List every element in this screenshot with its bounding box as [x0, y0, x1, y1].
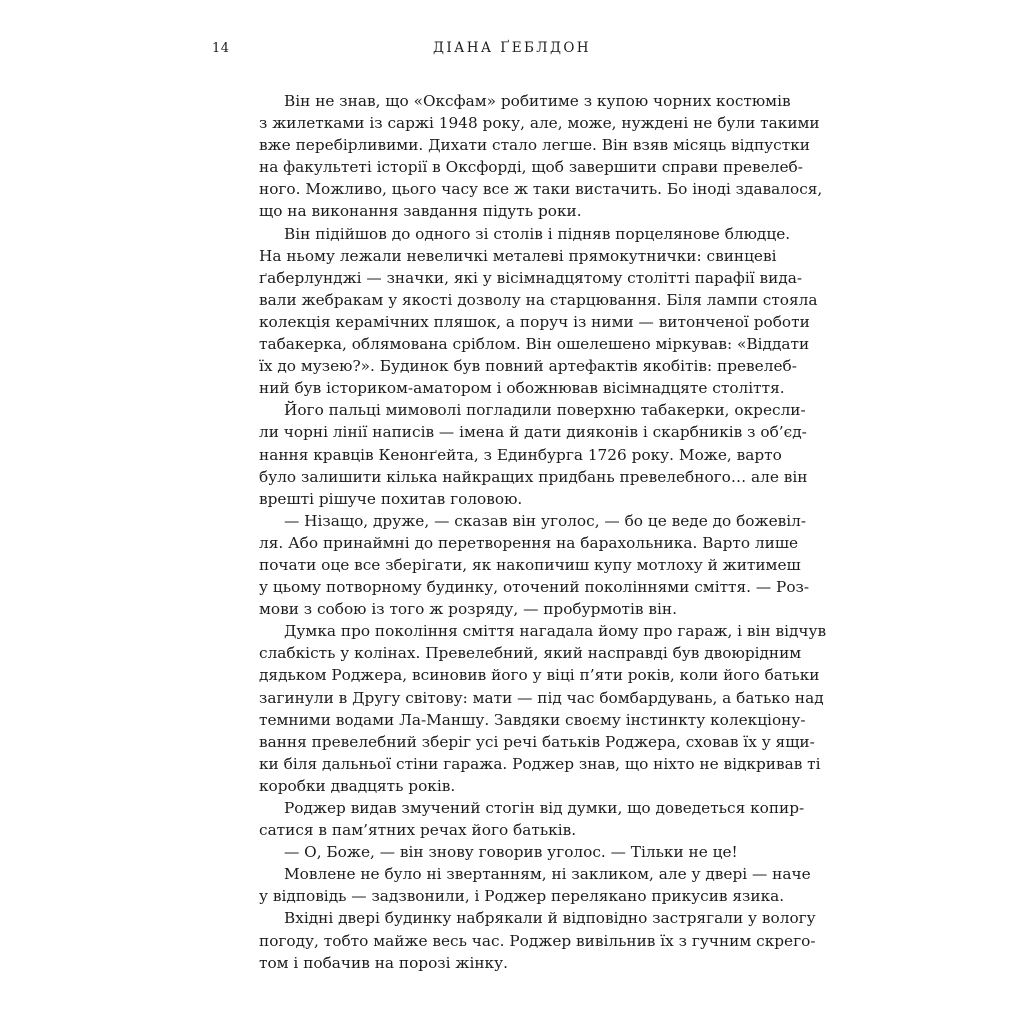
text-line: Вхідні двері будинку набрякали й відповідно застрягали у вологу: [284, 909, 816, 928]
text-line: коробки двадцять років.: [259, 776, 456, 795]
text-line: з жилетками із саржі 1948 року, але, може, нуждені не були такими: [259, 114, 820, 133]
text-line: врешті рішуче похитав головою.: [259, 489, 523, 508]
text-line: — О, Боже, — він знову говорив уголос. — Тільки не це!: [284, 843, 738, 862]
text-line: загинули в Другу світову: мати — під час бомбардувань, а батько над: [259, 688, 824, 707]
text-line: На ньому лежали невеличкі металеві прямокутнички: свинцеві: [259, 246, 777, 265]
text-line: Мовлене не було ні звертанням, ні закликом, але у двері — наче: [284, 865, 811, 884]
page-number: 14: [212, 41, 230, 56]
text-line: колекція керамічних пляшок, а поруч із ними — витонченої роботи: [259, 312, 810, 331]
text-line: нання кравців Кенонґейта, з Единбурга 1726 року. Може, варто: [259, 445, 782, 464]
text-line: вання превелебний зберіг усі речі батьків Роджера, сховав їх у ящи-: [259, 732, 815, 751]
text-line: було залишити кілька найкращих придбань превелебного… але він: [259, 467, 808, 486]
text-line: ли чорні лінії написів — імена й дати дияконів і скарбників з об’єд-: [259, 423, 807, 442]
text-line: ки біля дальньої стіни гаража. Роджер знав, що ніхто не відкривав ті: [259, 754, 821, 773]
text-line: Він підійшов до одного зі столів і підняв порцелянове блюдце.: [284, 224, 791, 243]
text-line: що на виконання завдання підуть роки.: [259, 202, 582, 221]
text-line: табакерка, облямована сріблом. Він ошелешено міркував: «Віддати: [259, 335, 810, 354]
text-line: вже перебірливими. Дихати стало легше. Він взяв місяць відпустки: [259, 136, 810, 155]
text-line: том і побачив на порозі жінку.: [259, 953, 508, 972]
text-line: — Нізащо, друже, — сказав він уголос, — бо це веде до божевіл-: [284, 511, 807, 530]
text-line: мови з собою із того ж розряду, — пробурмотів він.: [259, 600, 677, 619]
text-line: на факультеті історії в Оксфорді, щоб завершити справи превелеб-: [259, 158, 803, 177]
text-line: ля. Або принаймні до перетворення на барахольника. Варто лише: [259, 533, 799, 552]
text-line: їх до музею?». Будинок був повний артефактів якобітів: превелеб-: [259, 357, 797, 376]
text-line: у відповідь — задзвонили, і Роджер перелякано прикусив язика.: [259, 887, 785, 906]
text-line: ний був істориком-аматором і обожнював вісімнадцяте століття.: [259, 379, 785, 398]
text-line: ного. Можливо, цього часу все ж таки вистачить. Бо іноді здавалося,: [259, 180, 823, 199]
text-line: Він не знав, що «Оксфам» робитиме з купою чорних костюмів: [284, 92, 791, 110]
text-line: ґаберлунджі — значки, які у вісімнадцятому столітті парафії вида-: [259, 268, 803, 287]
text-line: Думка про покоління сміття нагадала йому про гараж, і він відчув: [284, 622, 827, 641]
text-line: почати оце все зберігати, як накопичиш купу мотлоху й житимеш: [259, 555, 801, 574]
running-head-author: ДІАНА ҐЕБЛДОН: [433, 40, 591, 56]
text-line: вали жебракам у якості дозволу на старцювання. Біля лампи стояла: [259, 290, 818, 309]
text-line: темними водами Ла-Маншу. Завдяки своєму інстинкту колекціону-: [259, 710, 806, 729]
text-line: дядьком Роджера, всиновив його у віці п’яти років, коли його батьки: [259, 666, 820, 685]
text-line: Роджер видав змучений стогін від думки, що доведеться копир-: [284, 799, 805, 817]
text-line: погоду, тобто майже весь час. Роджер вивільнив їх з гучним скрего-: [259, 931, 816, 950]
text-line: у цьому потворному будинку, оточений поколіннями сміття. — Роз-: [259, 578, 810, 597]
text-line: Його пальці мимоволі погладили поверхню табакерки, окресли-: [284, 401, 806, 420]
text-line: сатися в пам’ятних речах його батьків.: [259, 821, 577, 840]
body-text: [259, 90, 827, 974]
text-line: слабкість у колінах. Превелебний, який насправді був двоюрідним: [259, 644, 802, 663]
